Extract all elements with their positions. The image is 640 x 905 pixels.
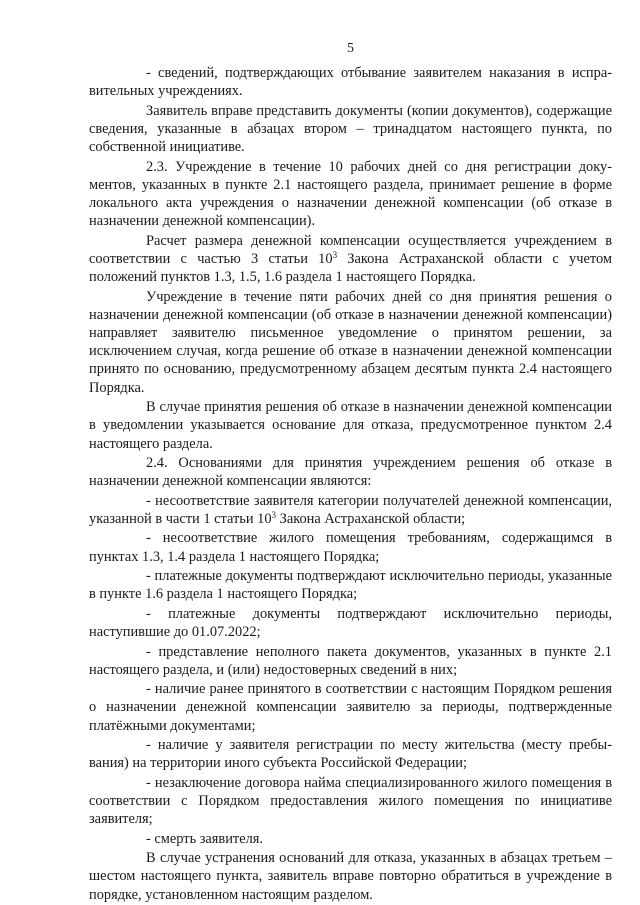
paragraph: - сведений, подтверждающих отбывание заявителем наказания в исправительных учреждениях. <box>89 65 612 100</box>
list-item: - смерть заявителя. <box>146 830 263 847</box>
paragraph: 2.3. Учреждение в течение 10 рабочих дней со дня регистрации документов, указанных в пункте 2.1 настоящего раздела, принимает решение в форме локального акта учреждения о назначении денежной компенсации (об отказе в назначении денежной компенсации). <box>89 158 612 230</box>
list-item: - несоответствие жилого помещения требованиям, содержащимся в пунктах 1.3, 1.4 раздела 1 настоящего Порядка; <box>89 530 612 565</box>
list-item: - несоответствие заявителя категории получателей денежной компенсации, указанной в части 1 статьи $10^3$ Закона Астраханской области; <box>89 492 612 527</box>
list-item: - наличие у заявителя регистрации по месту жительства (месту пребывания) на территории иного субъекта Российской Федерации; <box>89 737 612 772</box>
paragraph: Расчет размера денежной компенсации осуществляется учреждением в соответствии с частью 3 статьи $10^3$ Закона Астраханской области с учетом положений пунктов 1.3, 1.5, 1.6 раздела 1 настоящего Порядка. <box>89 232 612 286</box>
page-number: 5 <box>347 41 354 56</box>
list-item: - платежные документы подтверждают исключительно периоды, наступившие до 01.07.2022; <box>89 605 612 641</box>
list-item: - наличие ранее принятого в соответствии с настоящим Порядком решения о назначении денежной компенсации заявителю за периоды, подтвержденные платёжными документами; <box>89 681 612 734</box>
document-body <box>89 64 612 904</box>
paragraph: Заявитель вправе представить документы (копии документов), содержащие сведения, указанные в абзацах втором – тринадцатом настоящего пункта, по собственной инициативе. <box>89 102 612 156</box>
list-item: - представление неполного пакета документов, указанных в пункте 2.1 настоящего раздела, и (или) недостоверных сведений в них; <box>89 643 612 678</box>
paragraph: Учреждение в течение пяти рабочих дней со дня принятия решения о назначении денежной компенсации (об отказе в назначении денежной компенсации) направляет заявителю письменное уведомление о принятом решении, за исключением случая, когда решение об отказе в назначении денежной компенсации принято по основанию, предусмотренному абзацем десятым пункта 2.4 настоящего Порядка. <box>89 288 612 396</box>
paragraph: В случае принятия решения об отказе в назначении денежной компенсации в уведомлении указывается основание для отказа, предусмотренное пунктом 2.4 настоящего раздела. <box>89 399 612 452</box>
list-item: - незаключение договора найма специализированного жилого помещения в соответствии с Порядком предоставления жилого помещения по инициативе заявителя; <box>89 774 612 828</box>
paragraph: 2.4. Основаниями для принятия учреждением решения об отказе в назначении денежной компенсации являются: <box>89 455 612 490</box>
list-item: - платежные документы подтверждают исключительно периоды, указанные в пункте 1.6 раздела 1 настоящего Порядка; <box>89 568 612 603</box>
paragraph: В случае устранения оснований для отказа, указанных в абзацах третьем – шестом настоящего пункта, заявитель вправе повторно обратиться в учреждение в порядке, установленном настоящим разделом. <box>89 850 612 903</box>
